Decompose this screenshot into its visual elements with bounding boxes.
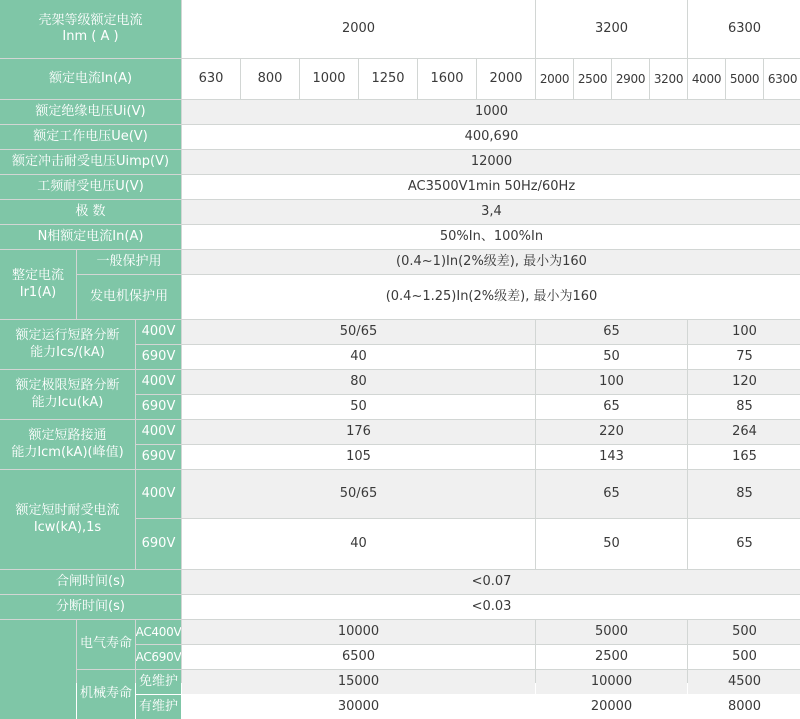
ics-label [0, 320, 135, 369]
rated-current-value: 2900 [612, 59, 649, 99]
neutral-current-value: 50%In、100%In [182, 225, 800, 249]
voltage-label: 690V [136, 345, 181, 369]
setting-current-label [0, 250, 76, 319]
generator-protection-value: (0.4~1.25)In(2%级差), 最小为160 [182, 275, 800, 319]
electrical-life-value: 2500 [536, 645, 687, 669]
neutral-current-label: N相额定电流In(A) [0, 225, 181, 249]
frame-rating-3200: 3200 [536, 0, 687, 58]
mechanical-life-value: 20000 [536, 695, 687, 719]
icm-400v-value: 220 [536, 420, 687, 444]
rated-current-value: 2000 [536, 59, 573, 99]
icu-400v-value: 100 [536, 370, 687, 394]
icw-690v-value: 65 [688, 519, 800, 569]
voltage-label: 400V [136, 320, 181, 344]
rated-current-value: 2500 [574, 59, 611, 99]
ics-400v-value: 65 [536, 320, 687, 344]
electrical-life-voltage-label: AC400V [136, 620, 181, 644]
setting-current-label-line2: Ir1(A) [19, 284, 57, 300]
voltage-label: 400V [136, 420, 181, 444]
mechanical-life-label: 机械寿命 [77, 670, 135, 719]
general-protection-value: (0.4~1)In(2%级差), 最小为160 [182, 250, 800, 274]
poles-label: 极 数 [0, 200, 181, 224]
icm-label-line1: 额定短路接通 [28, 428, 107, 444]
rated-current-value: 1600 [418, 59, 476, 99]
frame-rating-2000: 2000 [182, 0, 535, 58]
rated-current-value: 1250 [359, 59, 417, 99]
icw-label [0, 470, 135, 569]
icm-690v-value: 105 [182, 445, 535, 469]
icw-label-line2: Icw(kA),1s [33, 519, 102, 535]
ics-690v-value: 75 [688, 345, 800, 369]
voltage-label: 690V [136, 445, 181, 469]
ics-400v-value: 50/65 [182, 320, 535, 344]
icu-690v-value: 65 [536, 395, 687, 419]
rated-current-value: 3200 [650, 59, 687, 99]
icm-label-line2: 能力Icm(kA)(峰值) [11, 444, 124, 460]
icm-690v-value: 143 [536, 445, 687, 469]
icw-690v-value: 50 [536, 519, 687, 569]
power-frequency-voltage-value: AC3500V1min 50Hz/60Hz [182, 175, 800, 199]
icm-690v-value: 165 [688, 445, 800, 469]
rated-current-value: 2000 [477, 59, 535, 99]
frame-rating-label-line2: Inm ( A ) [62, 29, 119, 44]
insulation-voltage-value: 1000 [182, 100, 800, 124]
icw-400v-value: 85 [688, 470, 800, 518]
rated-current-value: 6300 [764, 59, 800, 99]
electrical-life-value: 500 [688, 645, 800, 669]
icu-400v-value: 80 [182, 370, 535, 394]
icu-label-line1: 额定极限短路分断 [15, 378, 120, 394]
mechanical-life-value: 10000 [536, 670, 687, 694]
rated-current-value: 5000 [726, 59, 763, 99]
voltage-label: 690V [136, 395, 181, 419]
icm-400v-value: 176 [182, 420, 535, 444]
rated-current-value: 1000 [300, 59, 358, 99]
electrical-life-voltage-label: AC690V [136, 645, 181, 669]
mechanical-life-value: 8000 [688, 695, 800, 719]
icw-690v-value: 40 [182, 519, 535, 569]
setting-current-label-line1: 整定电流 [11, 268, 64, 284]
electrical-life-value: 10000 [182, 620, 535, 644]
breaking-time-label: 分断时间(s) [0, 595, 181, 619]
life-group-header [0, 620, 76, 719]
general-protection-label: 一般保护用 [77, 250, 181, 274]
operating-voltage-label: 额定工作电压Ue(V) [0, 125, 181, 149]
icu-label-line2: 能力Icu(kA) [31, 394, 104, 410]
electrical-life-value: 6500 [182, 645, 535, 669]
maintenance-label: 免维护 [136, 670, 181, 694]
mechanical-life-value: 15000 [182, 670, 535, 694]
maintenance-label: 有维护 [136, 695, 181, 719]
voltage-label: 400V [136, 470, 181, 518]
mechanical-life-value: 30000 [182, 695, 535, 719]
icm-label [0, 420, 135, 469]
ics-label-line1: 额定运行短路分断 [15, 328, 120, 344]
closing-time-label: 合闸时间(s) [0, 570, 181, 594]
frame-rating-label-line1: 壳架等级额定电流 [38, 12, 143, 28]
ics-400v-value: 100 [688, 320, 800, 344]
icu-690v-value: 50 [182, 395, 535, 419]
power-frequency-voltage-label: 工频耐受电压U(V) [0, 175, 181, 199]
voltage-label: 690V [136, 519, 181, 569]
icw-400v-value: 65 [536, 470, 687, 518]
closing-time-value: <0.07 [182, 570, 800, 594]
rated-current-label: 额定电流In(A) [0, 59, 181, 99]
electrical-life-value: 500 [688, 620, 800, 644]
icm-400v-value: 264 [688, 420, 800, 444]
ics-690v-value: 40 [182, 345, 535, 369]
icu-400v-value: 120 [688, 370, 800, 394]
frame-rating-6300: 6300 [688, 0, 800, 58]
rated-current-value: 800 [241, 59, 299, 99]
icu-690v-value: 85 [688, 395, 800, 419]
electrical-life-value: 5000 [536, 620, 687, 644]
rated-current-value: 4000 [688, 59, 725, 99]
icw-label-line1: 额定短时耐受电流 [15, 503, 120, 519]
icw-400v-value: 50/65 [182, 470, 535, 518]
ics-690v-value: 50 [536, 345, 687, 369]
insulation-voltage-label: 额定绝缘电压Ui(V) [0, 100, 181, 124]
impulse-voltage-label: 额定冲击耐受电压Uimp(V) [0, 150, 181, 174]
ics-label-line2: 能力Ics/(kA) [30, 344, 105, 360]
breaking-time-value: <0.03 [182, 595, 800, 619]
rated-current-value: 630 [182, 59, 240, 99]
voltage-label: 400V [136, 370, 181, 394]
frame-rating-label [0, 0, 181, 58]
icu-label [0, 370, 135, 419]
electrical-life-label: 电气寿命 [77, 620, 135, 669]
poles-value: 3,4 [182, 200, 800, 224]
generator-protection-label: 发电机保护用 [77, 275, 181, 319]
mechanical-life-value: 4500 [688, 670, 800, 694]
operating-voltage-value: 400,690 [182, 125, 800, 149]
impulse-voltage-value: 12000 [182, 150, 800, 174]
